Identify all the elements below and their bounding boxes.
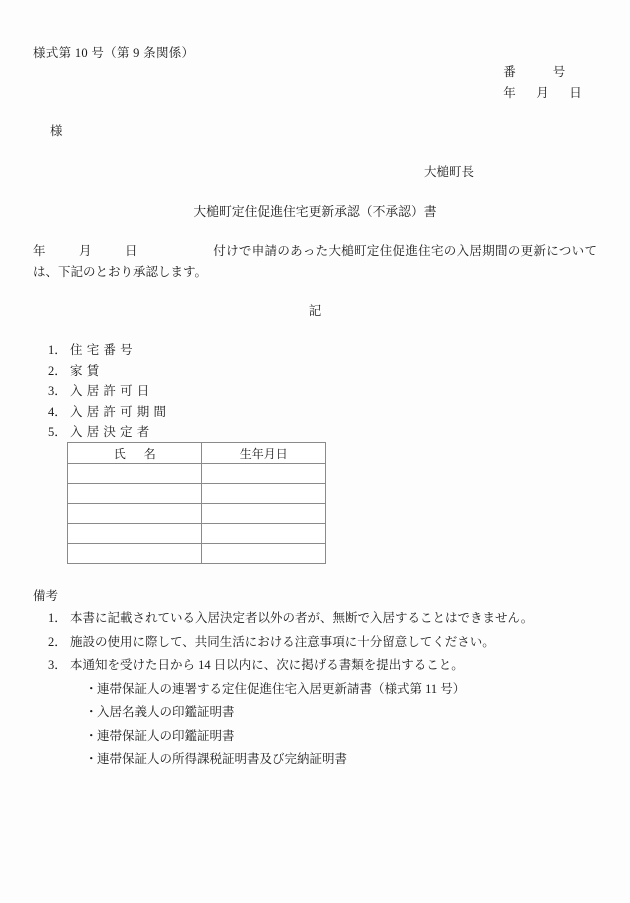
table-row: [68, 504, 326, 524]
remarks-item: [33, 654, 602, 678]
date-label-day: 日: [569, 86, 582, 100]
number-label-gou: 号: [552, 65, 566, 79]
table-header-row: [68, 443, 326, 464]
item-number: 2．: [48, 363, 67, 378]
required-document-text: 連帯保証人の印鑑証明書: [97, 728, 235, 743]
item-occupant-decision: [48, 422, 170, 443]
item-label-b: 賃: [86, 363, 104, 378]
bullet-icon: ・: [85, 705, 98, 719]
table-row: [68, 484, 326, 504]
column-header-dob: 生年月日: [202, 443, 326, 464]
required-document-item: [33, 748, 602, 772]
item-rent: [48, 361, 170, 382]
column-header-name-a: 氏: [113, 446, 126, 461]
table-row: [68, 544, 326, 564]
document-meta: [493, 62, 592, 104]
table-header: [68, 443, 326, 464]
required-document-text: 連帯保証人の所得課税証明書及び完納証明書: [97, 752, 348, 766]
cell-name[interactable]: [68, 464, 202, 484]
item-move-in-permit-period: [48, 402, 170, 423]
item-number: 5．: [48, 425, 67, 440]
required-document-item: [33, 678, 602, 702]
numbered-items: [48, 340, 170, 443]
remarks-item-text: 本書に記載されている入居決定者以外の者が、無断で入居することはできません。: [70, 611, 534, 625]
remarks-item-number: 2．: [48, 634, 67, 649]
document-date-row: [493, 83, 592, 104]
table-body: [68, 464, 326, 564]
remarks-item-number: 3．: [48, 658, 67, 672]
required-document-text: 入居名義人の印鑑証明書: [97, 705, 235, 719]
required-document-text: 連帯保証人の連署する定住促進住宅入居更新請書（様式第 11 号）: [97, 681, 466, 696]
cell-dob[interactable]: [202, 504, 326, 524]
bullet-icon: ・: [85, 752, 98, 766]
cell-name[interactable]: [68, 504, 202, 524]
cell-name[interactable]: [68, 484, 202, 504]
remarks-item-text: 施設の使用に際して、共同生活における注意事項に十分留意してください。: [70, 634, 495, 649]
cell-dob[interactable]: [202, 524, 326, 544]
addressee-honorific: 様: [50, 124, 63, 138]
remarks-item-number: 1．: [48, 611, 67, 625]
page-title: 大槌町定住促進住宅更新承認（不承認）書: [193, 205, 437, 219]
ki-marker: 記: [308, 304, 322, 318]
date-label-year: 年: [503, 86, 516, 100]
item-label: 住宅番号: [70, 343, 137, 357]
body-date-blanks: [33, 241, 213, 262]
required-document-item: [33, 701, 602, 725]
bullet-icon: ・: [85, 681, 98, 696]
item-move-in-permit-date: [48, 381, 170, 402]
remarks-title: 備考: [33, 589, 59, 603]
item-label: 入居許可日: [70, 384, 154, 399]
body-date-year: 年: [33, 244, 46, 258]
remarks-item: [33, 631, 602, 655]
table-row: [68, 464, 326, 484]
cell-dob[interactable]: [202, 464, 326, 484]
body-date-day: 日: [125, 244, 138, 258]
item-number: 1．: [48, 343, 67, 357]
item-label-a: 家: [70, 363, 87, 378]
body-paragraph: [33, 241, 597, 283]
required-document-item: [33, 725, 602, 749]
required-documents-list: [33, 678, 602, 772]
item-label: 入居許可期間: [70, 404, 171, 419]
item-label: 入居決定者: [70, 425, 154, 440]
cell-name[interactable]: [68, 544, 202, 564]
body-text: 付けで申請のあった大槌町定住促進住宅の入居期間の更新については、下記のとおり承認します。: [33, 244, 597, 279]
remarks-list: [33, 607, 602, 678]
cell-dob[interactable]: [202, 484, 326, 504]
item-housing-number: [48, 340, 170, 361]
cell-dob[interactable]: [202, 544, 326, 564]
document-number-row: [493, 62, 592, 83]
body-date-month: 月: [79, 244, 92, 258]
form-number: 様式第 10 号（第 9 条関係）: [33, 46, 195, 60]
number-label-ban: 番: [503, 65, 516, 79]
remarks-section: [33, 586, 602, 772]
column-header-name-b: 名: [143, 446, 156, 461]
column-header-name: [68, 443, 202, 464]
occupant-table: [67, 442, 326, 564]
bullet-icon: ・: [85, 728, 98, 743]
remarks-item-text: 本通知を受けた日から 14 日以内に、次に掲げる書類を提出すること。: [70, 658, 464, 672]
date-label-month: 月: [536, 86, 549, 100]
cell-name[interactable]: [68, 524, 202, 544]
item-number: 3．: [48, 384, 67, 399]
item-number: 4．: [48, 404, 67, 419]
issuer-name: 大槌町長: [424, 165, 475, 179]
remarks-item: [33, 607, 602, 631]
table-row: [68, 524, 326, 544]
